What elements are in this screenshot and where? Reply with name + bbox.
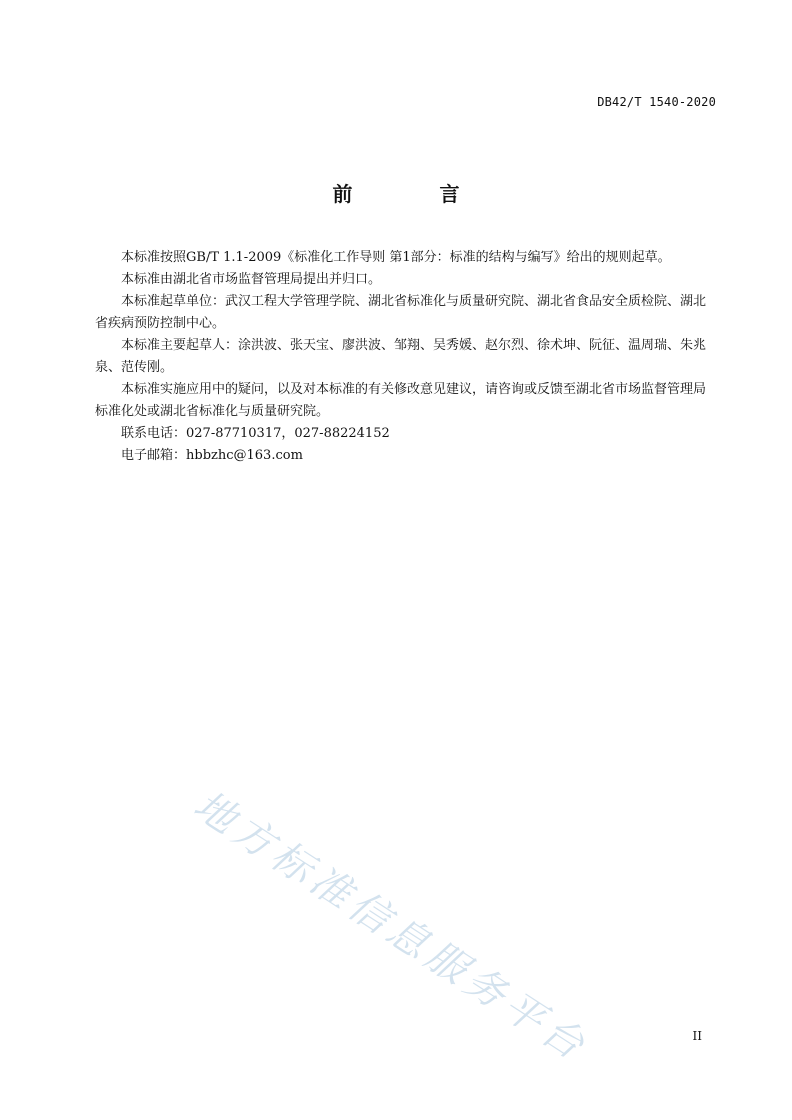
contact-email: 电子邮箱：hbbzhc@163.com — [121, 448, 303, 463]
page-number: II — [692, 1029, 702, 1043]
page-title: 前 言 — [332, 182, 500, 206]
standard-code: DB42/T 1540-2020 — [597, 95, 716, 109]
foreword-body — [95, 247, 717, 467]
paragraph-drafting-rules: 本标准按照GB/T 1.1-2009《标准化工作导则 第1部分：标准的结构与编写》给出的规则起草。 — [121, 250, 671, 265]
paragraph-proposer: 本标准由湖北省市场监督管理局提出并归口。 — [121, 272, 382, 287]
contact-phone: 联系电话：027-87710317，027-88224152 — [121, 426, 390, 441]
watermark: 地方标准信息服务平台 — [185, 782, 597, 1072]
paragraph-drafters: 本标准主要起草人：涂洪波、张天宝、廖洪波、邹翔、吴秀媛、赵尔烈、徐术坤、阮征、温周瑞、朱兆泉、范传刚。 — [95, 338, 707, 375]
paragraph-drafting-units: 本标准起草单位：武汉工程大学管理学院、湖北省标准化与质量研究院、湖北省食品安全质检院、湖北省疾病预防控制中心。 — [95, 294, 707, 331]
paragraph-feedback: 本标准实施应用中的疑问，以及对本标准的有关修改意见建议，请咨询或反馈至湖北省市场监督管理局标准化处或湖北省标准化与质量研究院。 — [95, 382, 707, 419]
